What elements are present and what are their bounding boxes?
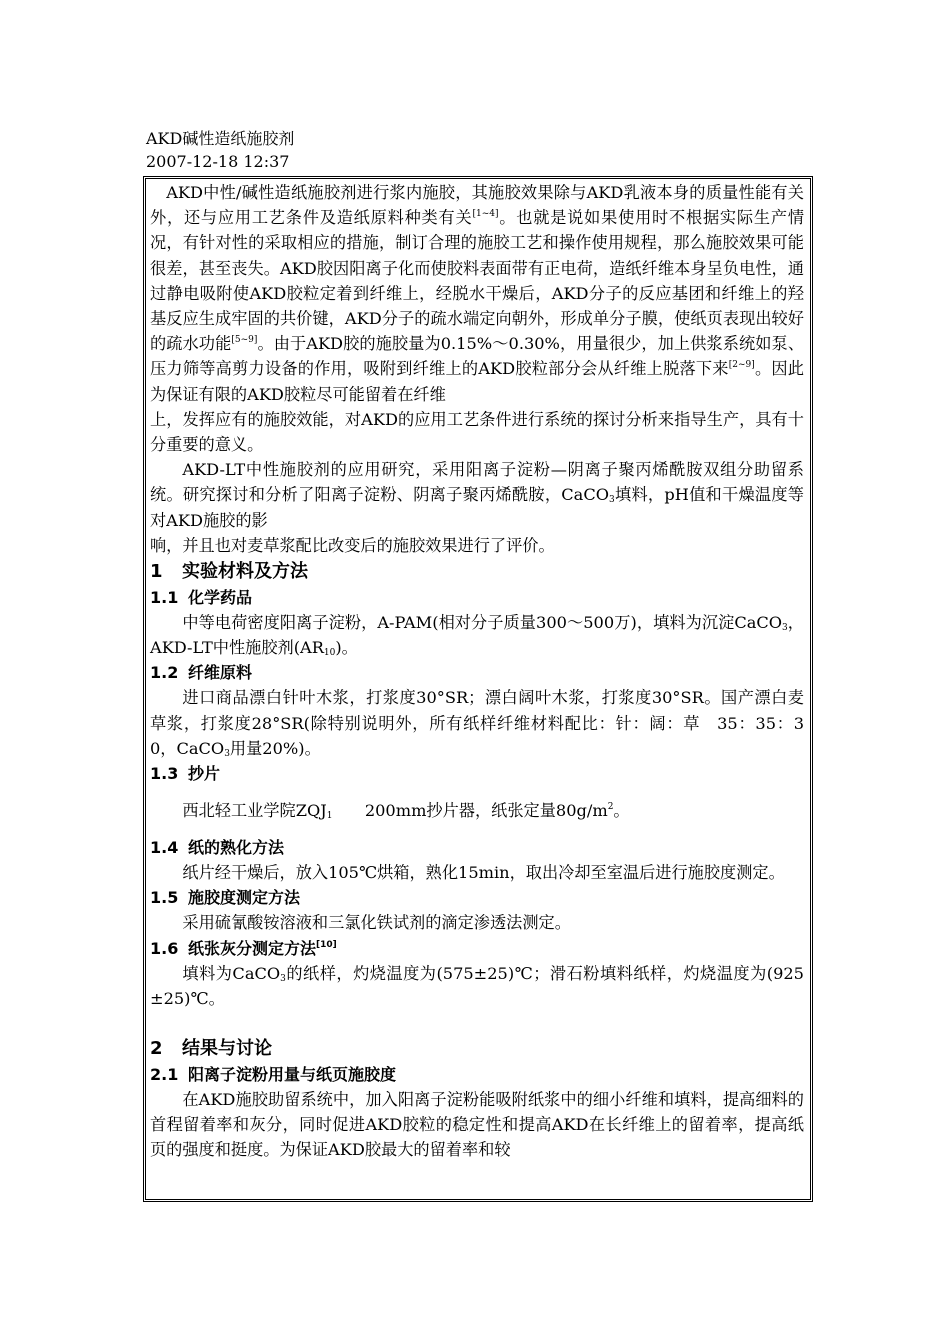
section-title: 结果与讨论 (182, 1038, 272, 1060)
text-run: 填料为CaCO (182, 963, 281, 983)
citation-ref: [1~4] (472, 209, 499, 220)
intro-text-c: 。由于AKD胶的施胶量为0.15%～0.30%，用量很少，加上供浆系统如泵、压力筛等高剪力设备的作用，吸附到纤维上的AKD胶粒部分会从纤维上脱落下来 (150, 334, 805, 379)
intro-paragraph-2 (150, 457, 804, 533)
document-date: 2007-12-18 12:37 (146, 152, 290, 171)
subsection-1-4-heading (150, 835, 804, 860)
intro-paragraph-1 (150, 180, 804, 407)
article-frame (143, 176, 813, 1202)
subsection-1-5-text: 采用硫氰酸铵溶液和三氯化铁试剂的滴定渗透法测定。 (182, 913, 571, 933)
subscript: 3 (782, 623, 788, 634)
subscript: 3 (280, 973, 286, 984)
subsection-2-1-heading (150, 1062, 804, 1087)
text-run: 。 (613, 801, 630, 821)
subscript: 1 (326, 811, 333, 822)
intro-text-d: 。因此为保证有限的AKD胶粒尽可能留着在纤维 (150, 359, 804, 404)
superscript: 2 (607, 802, 614, 813)
section-number: 2 (150, 1038, 163, 1060)
subscript: 3 (609, 495, 615, 506)
subsection-2-1-text: 在AKD施胶助留系统中，加入阳离子淀粉能吸附纸浆中的细小纤维和填料，提高细料的首程留着率和灰分，同时促进AKD胶粒的稳定性和提高AKD在长纤维上的留着率，提高纸页的强度和挺度。为保证AKD胶最大的留着率和较 (150, 1090, 804, 1160)
article-body (146, 179, 810, 1163)
text-run: 200mm抄片器，纸张定量80g/m (332, 801, 608, 821)
subsection-1-5-heading (150, 885, 804, 910)
subsection-number: 1.4 (150, 838, 179, 858)
intro2-text-b: 填料，pH值和干燥温度等对AKD施胶的影 (150, 485, 804, 530)
subsection-number: 2.1 (150, 1065, 179, 1085)
section-2-heading (150, 1035, 804, 1062)
subsection-1-3-heading (150, 761, 804, 786)
subsection-number: 1.3 (150, 764, 179, 784)
subsection-title: 阳离子淀粉用量与纸页施胶度 (188, 1065, 397, 1085)
intro-text-b: 。也就是说如果使用时不根据实际生产情况，有针对性的采取相应的措施，制订合理的施胶工艺和操作使用规程，那么施胶效果可能很差，甚至丧失。AKD胶因阳离子化而使胶料表面带有正电荷，造纸纤维本身呈负电性，通过静电吸附使AKD胶粒定着到纤维上，经脱水干燥后，AKD分子的反应基团和纤维上的羟基反应生成牢固的共价键，AKD分子的疏水端定向朝外，形成单分子膜，使纸页表现出较好的疏水功能 (150, 208, 805, 354)
intro-paragraph-2-cont: 响，并且也对麦草浆配比改变后的施胶效果进行了评价。 (150, 535, 555, 555)
section-title: 实验材料及方法 (182, 561, 308, 583)
intro2-text-a: AKD-LT中性施胶剂的应用研究，采用阳离子淀粉—阴离子聚丙烯酰胺双组分助留系统。研究探讨和分析了阳离子淀粉、阴离子聚丙烯酰胺，CaCO (150, 460, 804, 505)
subsection-1-2-text (150, 685, 804, 761)
text-run: 的纸样，灼烧温度为(575±25)℃；滑石粉填料纸样，灼烧温度为(925±25)℃。 (150, 963, 804, 1008)
subsection-1-6-heading (150, 936, 804, 961)
subsection-1-1-text (150, 610, 804, 660)
intro-text-a: AKD中性/碱性造纸施胶剂进行浆内施胶，其施胶效果除与AKD乳液本身的质量性能有关外，还与应用工艺条件及造纸原料种类有关 (150, 183, 804, 228)
subscript: 3 (224, 748, 230, 759)
subsection-1-4-text: 纸片经干燥后，放入105℃烘箱，熟化15min，取出冷却至室温后进行施胶度测定。 (182, 863, 785, 883)
subsection-title: 纤维原料 (188, 663, 253, 683)
citation-ref: [5~9] (231, 335, 258, 346)
subsection-title: 纸张灰分测定方法 (188, 938, 317, 958)
subsection-1-3-text (150, 798, 804, 823)
subsection-1-6-text (150, 961, 804, 1011)
subsection-title: 纸的熟化方法 (188, 838, 285, 858)
intro-paragraph-1-cont: 上，发挥应有的施胶效能，对AKD的应用工艺条件进行系统的探讨分析来指导生产，具有十分重要的意义。 (150, 409, 804, 455)
document-title: AKD碱性造纸施胶剂 (146, 129, 295, 148)
subsection-1-2-heading (150, 660, 804, 685)
subsection-title: 施胶度测定方法 (188, 888, 301, 908)
citation-ref: [2~9] (728, 360, 755, 371)
subsection-1-1-heading (150, 585, 804, 610)
text-run: )。 (335, 638, 358, 658)
text-run: ，AKD-LT中性施胶剂(AR (150, 613, 804, 658)
section-number: 1 (150, 561, 163, 583)
text-run: 进口商品漂白针叶木浆，打浆度30°SR；漂白阔叶木浆，打浆度30°SR。国产漂白麦草浆，打浆度28°SR(除特别说明外，所有纸样纤维材料配比：针：阔：草 35：35：30，CaCO (150, 688, 804, 758)
citation-ref: [10] (316, 939, 337, 950)
text-run: 中等电荷密度阳离子淀粉，A-PAM(相对分子质量300～500万)，填料为沉淀CaCO (182, 613, 783, 633)
text-run: 西北轻工业学院ZQJ (182, 801, 327, 821)
subscript: 10 (323, 648, 336, 659)
subsection-number: 1.5 (150, 888, 179, 908)
subsection-number: 1.1 (150, 588, 179, 608)
subsection-number: 1.2 (150, 663, 179, 683)
subsection-number: 1.6 (150, 938, 179, 958)
subsection-title: 化学药品 (188, 588, 253, 608)
subsection-title: 抄片 (188, 764, 221, 784)
section-1-heading (150, 558, 804, 585)
text-run: 用量20%)。 (229, 738, 321, 758)
